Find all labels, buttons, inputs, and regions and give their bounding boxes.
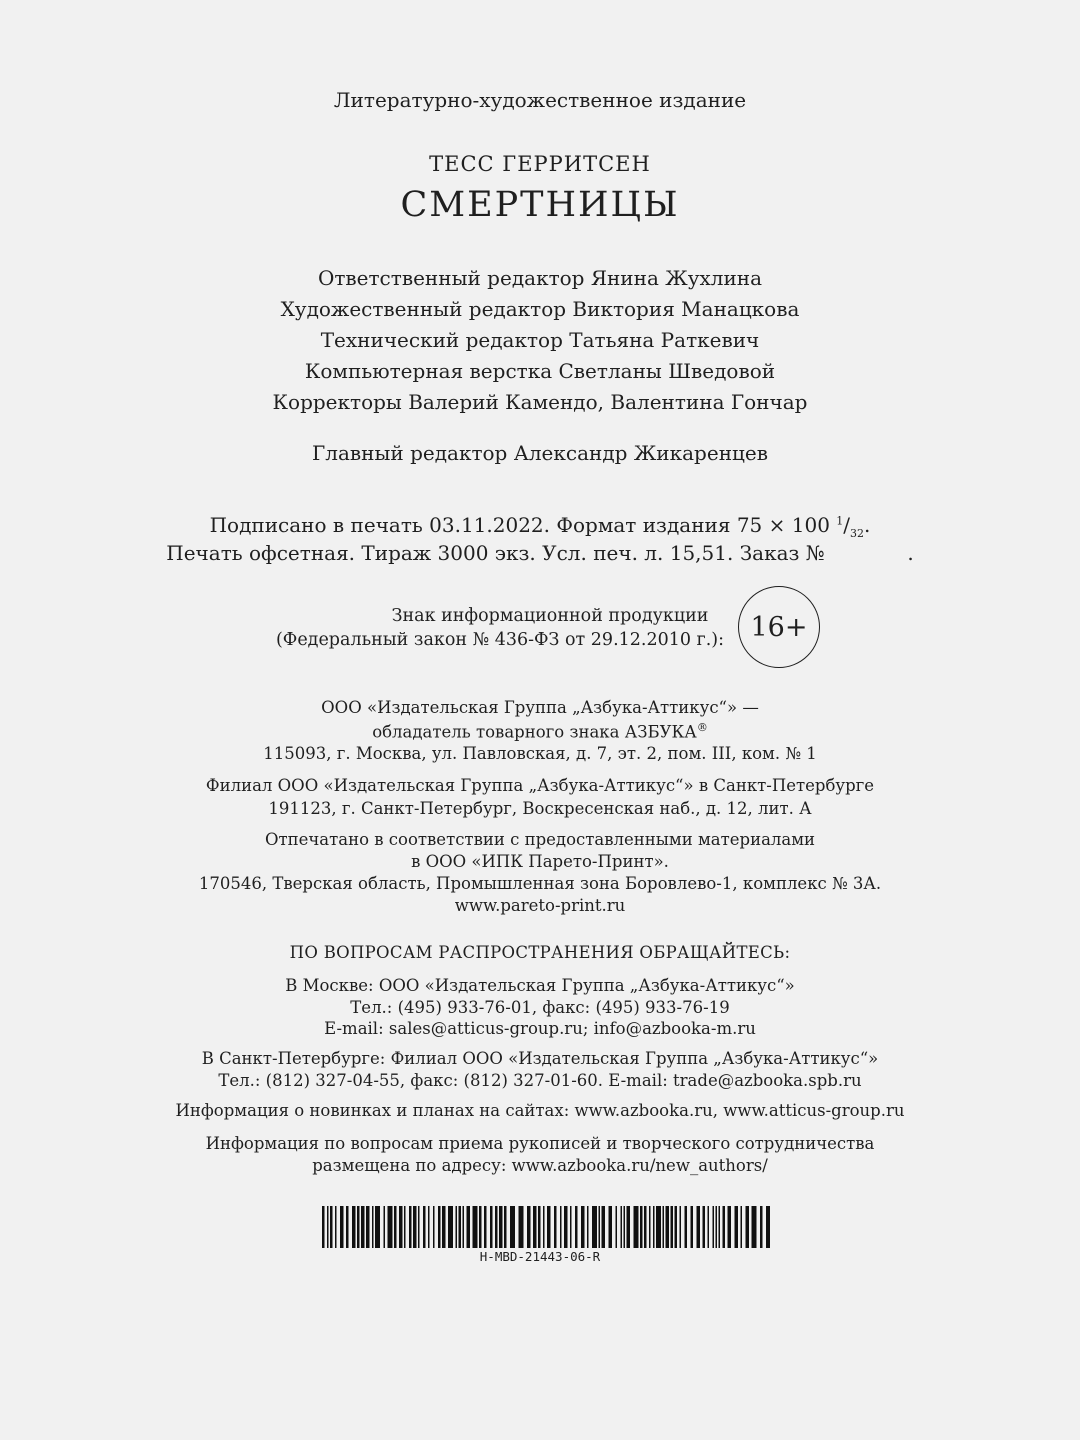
barcode-bar: [602, 1206, 606, 1248]
barcode-bar: [547, 1206, 551, 1248]
barcode-bar: [703, 1206, 706, 1248]
barcode-bar: [399, 1206, 403, 1248]
barcode-bar: [322, 1206, 325, 1248]
print-info-prefix: Подписано в печать 03.11.2022. Формат издания 75 × 100: [209, 513, 837, 537]
barcode-bar: [644, 1206, 647, 1248]
barcode-bar: [627, 1206, 631, 1248]
barcode-bar: [438, 1206, 441, 1248]
barcode-bar: [554, 1206, 557, 1248]
spb-contact-1: В Санкт-Петербурге: Филиал ООО «Издательская Группа „Азбука-Аттикус“»: [201, 1049, 879, 1068]
barcode-bar: [459, 1206, 462, 1248]
barcode-bar: [663, 1206, 665, 1248]
barcode-bar: [510, 1206, 515, 1248]
barcode-bar: [442, 1206, 446, 1248]
barcode-bar: [361, 1206, 365, 1248]
printer-line-1: Отпечатано в соответствии с предоставленными материалами: [264, 830, 816, 849]
print-info-line-1: Подписано в печать 03.11.2022. Формат издания 75 × 100 $^1/_{32}$.: [209, 513, 871, 540]
barcode-bar: [713, 1206, 715, 1248]
barcode-bar: [404, 1206, 406, 1248]
publisher-line-1: ООО «Издательская Группа „Азбука-Аттикус“» —: [321, 698, 759, 717]
barcode-bar: [346, 1206, 349, 1248]
barcode-bar: [538, 1206, 541, 1248]
barcode-bar: [671, 1206, 674, 1248]
barcode-bar: [599, 1206, 601, 1248]
printer-website: www.pareto-print.ru: [454, 896, 626, 915]
branch-address: 191123, г. Санкт-Петербург, Воскресенская наб., д. 12, лит. А: [268, 799, 812, 818]
barcode-number: H-MBD-21443-06-R: [479, 1249, 601, 1264]
barcode-bar: [456, 1206, 458, 1248]
barcode-bar: [327, 1206, 329, 1248]
manuscripts-info-1: Информация по вопросам приема рукописей и творческого сотрудничества: [205, 1134, 875, 1153]
barcode-bar: [760, 1206, 763, 1248]
barcode-bar: [413, 1206, 417, 1248]
barcode-bar: [428, 1206, 430, 1248]
barcode-bar: [592, 1206, 597, 1248]
format-fraction-numerator: 1: [836, 514, 844, 528]
format-fraction-denominator: 32: [850, 527, 865, 540]
barcode-bar: [708, 1206, 710, 1248]
publisher-line-2: [0, 721, 1080, 742]
barcode-bar: [467, 1206, 471, 1248]
book-author: ТЕСС ГЕРРИТСЕН: [429, 152, 651, 176]
barcode: [322, 1206, 770, 1248]
barcode-bar: [357, 1206, 360, 1248]
barcode-bar: [423, 1206, 426, 1248]
age-rating-label-2: (Федеральный закон № 436-ФЗ от 29.12.2010 г.):: [275, 630, 725, 650]
barcode-bar: [499, 1206, 503, 1248]
chief-editor: Главный редактор Александр Жикаренцев: [312, 441, 768, 465]
barcode-bar: [448, 1206, 453, 1248]
barcode-bar: [723, 1206, 726, 1248]
edition-type: Литературно-художественное издание: [333, 88, 747, 112]
barcode-bar: [533, 1206, 537, 1248]
barcode-bar: [330, 1206, 333, 1248]
barcode-bar: [675, 1206, 678, 1248]
barcode-bar: [621, 1206, 623, 1248]
barcode-bar: [680, 1206, 682, 1248]
book-title: СМЕРТНИЦЫ: [400, 185, 680, 225]
moscow-contact-3: E-mail: sales@atticus-group.ru; info@azbooka-m.ru: [324, 1019, 756, 1038]
barcode-bar: [335, 1206, 337, 1248]
barcode-bar: [479, 1206, 482, 1248]
barcode-bar: [560, 1206, 562, 1248]
barcode-bar: [766, 1206, 770, 1248]
barcode-bar: [640, 1206, 643, 1248]
printer-line-2: в ООО «ИПК Парето-Принт».: [411, 852, 669, 871]
credit-line: Технический редактор Татьяна Раткевич: [320, 328, 760, 352]
barcode-bar: [697, 1206, 701, 1248]
printer-address: 170546, Тверская область, Промышленная зона Боровлево-1, комплекс № 3А.: [198, 874, 882, 893]
barcode-bar: [634, 1206, 639, 1248]
barcode-bar: [388, 1206, 393, 1248]
moscow-contact-2: Тел.: (495) 933-76-01, факс: (495) 933-76-19: [350, 998, 730, 1017]
barcode-bar: [587, 1206, 589, 1248]
barcode-bar: [752, 1206, 757, 1248]
distribution-heading: ПО ВОПРОСАМ РАСПРОСТРАНЕНИЯ ОБРАЩАЙТЕСЬ:: [289, 943, 791, 962]
branch-line-1: Филиал ООО «Издательская Группа „Азбука-Аттикус“» в Санкт-Петербурге: [205, 776, 875, 795]
barcode-bar: [340, 1206, 344, 1248]
credit-line: Корректоры Валерий Камендо, Валентина Гончар: [272, 390, 808, 414]
barcode-bar: [649, 1206, 651, 1248]
age-rating-value: 16+: [750, 611, 808, 643]
barcode-bar: [366, 1206, 370, 1248]
barcode-bar: [691, 1206, 694, 1248]
barcode-bar: [746, 1206, 750, 1248]
publisher-address: 115093, г. Москва, ул. Павловская, д. 7, эт. 2, пом. III, ком. № 1: [263, 744, 817, 763]
age-rating-badge: [738, 586, 820, 668]
barcode-bar: [352, 1206, 356, 1248]
barcode-bar: [719, 1206, 721, 1248]
barcode-bar: [716, 1206, 718, 1248]
barcode-bar: [384, 1206, 386, 1248]
credit-line: Компьютерная верстка Светланы Шведовой: [304, 359, 776, 383]
barcode-bar: [375, 1206, 380, 1248]
barcode-bar: [728, 1206, 732, 1248]
barcode-bar: [575, 1206, 578, 1248]
barcode-bar: [735, 1206, 739, 1248]
registered-mark: ®: [696, 721, 708, 734]
barcode-bar: [519, 1206, 524, 1248]
news-info: Информация о новинках и планах на сайтах: www.azbooka.ru, www.atticus-group.ru: [175, 1101, 905, 1120]
barcode-bar: [624, 1206, 626, 1248]
publisher-trademark-text: обладатель товарного знака АЗБУКА: [372, 722, 697, 742]
barcode-bar: [394, 1206, 397, 1248]
print-info-suffix: .: [864, 513, 871, 537]
barcode-bar: [656, 1206, 661, 1248]
barcode-bar: [564, 1206, 568, 1248]
barcode-bar: [490, 1206, 493, 1248]
barcode-bar: [685, 1206, 688, 1248]
barcode-bar: [543, 1206, 545, 1248]
barcode-bar: [463, 1206, 465, 1248]
barcode-bar: [741, 1206, 743, 1248]
barcode-bar: [653, 1206, 655, 1248]
credit-line: Художественный редактор Виктория Манацкова: [280, 297, 800, 321]
barcode-bar: [418, 1206, 420, 1248]
age-rating-label-1: Знак информационной продукции: [391, 606, 709, 626]
barcode-bar: [495, 1206, 498, 1248]
spb-contact-2: Тел.: (812) 327-04-55, факс: (812) 327-01-60. E-mail: trade@azbooka.spb.ru: [218, 1071, 862, 1090]
barcode-bar: [609, 1206, 613, 1248]
print-info-line-2: Печать офсетная. Тираж 3000 экз. Усл. печ. л. 15,51. Заказ № .: [166, 541, 914, 565]
barcode-bar: [484, 1206, 487, 1248]
barcode-bar: [570, 1206, 572, 1248]
manuscripts-info-2: размещена по адресу: www.azbooka.ru/new_authors/: [312, 1156, 768, 1175]
barcode-bar: [581, 1206, 585, 1248]
barcode-bar: [666, 1206, 670, 1248]
barcode-bar: [473, 1206, 478, 1248]
moscow-contact-1: В Москве: ООО «Издательская Группа „Азбука-Аттикус“»: [285, 976, 795, 995]
barcode-bar: [527, 1206, 531, 1248]
barcode-bar: [433, 1206, 435, 1248]
barcode-bar: [504, 1206, 507, 1248]
barcode-bar: [616, 1206, 618, 1248]
credit-line: Ответственный редактор Янина Жухлина: [317, 266, 763, 290]
barcode-bar: [409, 1206, 412, 1248]
barcode-bar: [372, 1206, 374, 1248]
